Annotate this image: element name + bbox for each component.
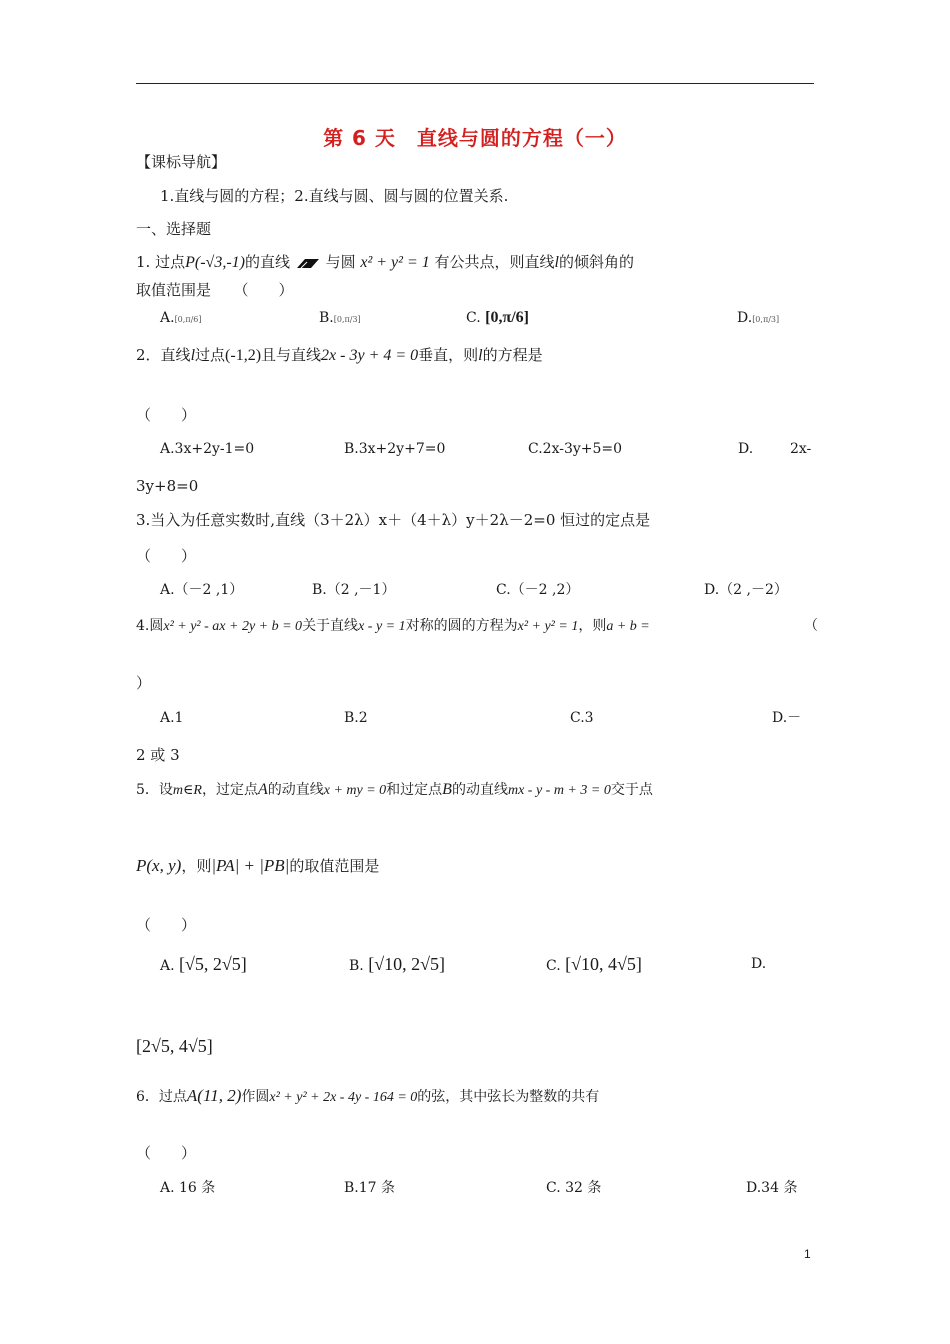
question-4-line-1: 4.圆x² + y² - ax + 2y + b = 0关于直线x - y = 1对称的圆的方程为x² + y² = 1，则a + b = — [136, 618, 650, 634]
q1-text: 与圆 — [325, 253, 356, 271]
question-1-line-1 — [136, 252, 634, 273]
q1-text: 的倾斜角的 — [559, 253, 635, 271]
q2-line: 2x - 3y + 4 = 0 — [321, 347, 419, 364]
page-number: 1 — [804, 1247, 811, 1261]
q4-option-c: C.3 — [570, 710, 594, 726]
question-1-line-2: 取值范围是 （ ） — [136, 281, 294, 299]
page-title: 第 6 天 直线与圆的方程（一） — [323, 126, 627, 150]
q3-option-a: A.（－2 ,1） — [160, 582, 244, 598]
q6-option-b: B.17 条 — [344, 1180, 396, 1196]
q1-point: P(-√3,-1) — [185, 254, 245, 271]
q1-num: 1. — [136, 253, 151, 271]
q1-text: 有公共点，则直线 — [434, 253, 555, 271]
q4-num: 4. — [136, 618, 150, 634]
q4-line: x - y = 1 — [358, 619, 406, 634]
q5-option-d-wrap: [2√5, 4√5] — [136, 1036, 213, 1056]
q3-option-d: D.（2 ,－2） — [704, 582, 788, 598]
q5-option-d: D. — [751, 956, 767, 972]
question-6-line-1: 6．过点A(11, 2)作圆x² + y² + 2x - 4y - 164 = 0的弦，其中弦长为整数的共有 — [136, 1086, 600, 1105]
q2-answer-paren: （ ） — [136, 406, 197, 424]
q6-answer-paren: （ ） — [136, 1144, 197, 1162]
q3-answer-paren: （ ） — [136, 547, 197, 565]
q5-option-c: C. [√10, 4√5] — [546, 954, 642, 974]
q2-option-d-wrap: 3y+8=0 — [136, 477, 199, 495]
q6-option-a: A. 16 条 — [160, 1180, 216, 1196]
question-5-line-2: P(x, y)，则|PA| + |PB|的取值范围是 — [136, 856, 380, 875]
nav-heading: 【课标导航】 — [136, 153, 227, 171]
q1-option-c: C. [0,π/6] — [466, 309, 529, 326]
q2-option-a: A.3x+2y-1=0 — [160, 441, 255, 457]
q5-option-a: A. [√5, 2√5] — [160, 954, 247, 974]
q5-num: 5． — [136, 782, 159, 798]
q1-text: 的直线 — [244, 253, 290, 271]
line-l-image-icon — [295, 257, 321, 269]
q4-sum: a + b = — [606, 619, 650, 634]
q1-l: l — [554, 254, 559, 271]
q3-option-c: C.（－2 ,2） — [496, 582, 580, 598]
q1-circle: x² + y² = 1 — [360, 254, 430, 271]
question-2-line-1: 2．直线l过点(-1,2)且与直线2x - 3y + 4 = 0垂直，则l的方程是 — [136, 346, 543, 364]
q4-option-d: D.－ — [772, 710, 802, 726]
q1-option-b: B.[0,π/3] — [319, 310, 361, 326]
q6-num: 6． — [136, 1089, 159, 1105]
q2-point: (-1,2) — [225, 347, 262, 364]
q4-option-d-wrap: 2 或 3 — [136, 746, 180, 764]
q5-option-b: B. [√10, 2√5] — [349, 954, 445, 974]
question-5-line-1: 5．设m∈R，过定点A的动直线x + my = 0和过定点B的动直线mx - y - m + 3 = 0交于点 — [136, 781, 653, 798]
q4-option-a: A.1 — [160, 710, 184, 726]
q4-close-paren: ） — [136, 674, 152, 692]
q6-option-d: D.34 条 — [746, 1180, 798, 1196]
q3-option-b: B.（2 ,－1） — [312, 582, 396, 598]
q1-text: 过点 — [155, 253, 186, 271]
q2-option-d: D. — [738, 441, 754, 457]
nav-content: 1.直线与圆的方程；2.直线与圆、圆与圆的位置关系. — [160, 187, 509, 205]
q4-circle: x² + y² - ax + 2y + b = 0 — [163, 619, 303, 634]
q4-circle-2: x² + y² = 1 — [517, 619, 579, 634]
q2-option-c: C.2x-3y+5=0 — [528, 441, 623, 457]
q2-option-d-value: 2x- — [790, 441, 812, 457]
q1-option-a: A.[0,π/6] — [160, 310, 202, 326]
q2-num: 2． — [136, 346, 161, 364]
q1-option-d: D.[0,π/3] — [737, 310, 780, 326]
question-3: 3.当入为任意实数时,直线（3＋2λ）x＋（4＋λ）y＋2λ－2=0 恒过的定点是 — [136, 511, 651, 529]
q5-answer-paren: （ ） — [136, 916, 197, 934]
q6-option-c: C. 32 条 — [546, 1180, 602, 1196]
q2-option-b: B.3x+2y+7=0 — [344, 441, 446, 457]
q2-l: l — [190, 347, 196, 364]
q4-open-paren: （ — [804, 618, 818, 634]
q4-option-b: B.2 — [344, 710, 368, 726]
section-heading: 一、选择题 — [136, 220, 212, 238]
header-rule — [136, 83, 814, 84]
